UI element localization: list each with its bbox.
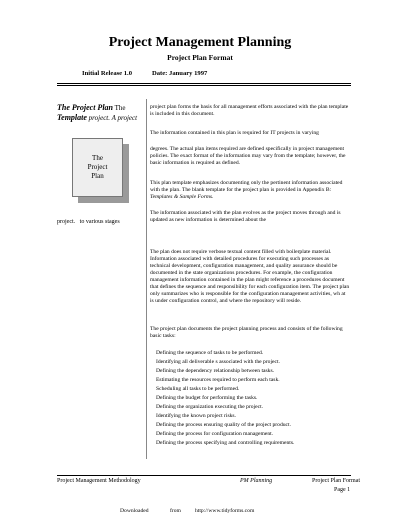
document-subtitle: Project Plan Format bbox=[167, 53, 233, 62]
column-divider bbox=[146, 99, 147, 459]
task-list bbox=[156, 349, 351, 448]
paragraph: degrees. The actual plan items required are defined specifically in project management policies. The exact format of the information may vary from the template; however, the basic information is required as defined. bbox=[150, 146, 346, 166]
sidebar-heading-tail: project. A project bbox=[88, 114, 138, 122]
paragraph bbox=[150, 180, 350, 201]
paragraph: The information associated with the plan evolves as the project moves through and is updated as new information is determined about the bbox=[150, 210, 341, 223]
footer-left: Project Management Methodology bbox=[57, 478, 141, 484]
sidebar-heading-main: The Project Plan bbox=[57, 103, 113, 112]
header-rule bbox=[57, 83, 351, 84]
list-item: Identifying the known project risks. bbox=[156, 413, 237, 419]
paragraph: project plan forms the basis for all management efforts associated with the plan template is included in this document. bbox=[150, 104, 349, 117]
download-link[interactable]: http://www.tidyforms.com bbox=[195, 508, 255, 514]
list-item: Defining the process ensuring quality of the project product. bbox=[156, 422, 291, 428]
release-label: Initial Release 1.0 bbox=[82, 70, 132, 77]
list-item: Estimating the resources required to perform each task. bbox=[156, 377, 280, 383]
plan-box-line: Plan bbox=[91, 172, 104, 180]
sidebar-heading bbox=[57, 103, 143, 123]
sidebar-note: project. to various stages bbox=[57, 219, 120, 225]
paragraph: The project plan documents the project planning process and consists of the following basic tasks: bbox=[150, 326, 343, 339]
paragraph: The plan does not require verbose textual content filled with boilerplate material. Information associated with detailed procedures for executing such processes as technical development, configuration management, and quality assurance should be documented in the state organizations procedures. For example, the configuration management information contained in the plan might reference a procedures document that defines the sequence and responsibility for each configuration item. The project plan only summarizes who is responsible for the configuration management activities, wh at is under configuration control, and where the repository will reside. bbox=[150, 249, 350, 304]
list-item: Defining the budget for performing the tasks. bbox=[156, 395, 258, 401]
footer-rule bbox=[57, 475, 351, 476]
page-number: Page 1 bbox=[334, 487, 351, 493]
paragraph: The information contained in this plan is required for IT projects in varying bbox=[150, 130, 319, 136]
footer-center: PM Planning bbox=[240, 478, 273, 484]
paragraph-text: This plan template emphasizes documenting only the pertinent information associated with the plan. The blank template for the project plan is provided in Appendix B: bbox=[150, 180, 343, 193]
header-rule-thin bbox=[57, 85, 351, 86]
plan-box-line: The bbox=[92, 154, 103, 162]
list-item: Defining the dependency relationship between tasks. bbox=[156, 368, 275, 374]
list-item: Scheduling all tasks to be performed. bbox=[156, 386, 240, 392]
document-title: Project Management Planning bbox=[108, 35, 292, 50]
plan-box-line: Project bbox=[87, 163, 108, 171]
date-label: Date: January 1997 bbox=[152, 70, 208, 77]
plan-box bbox=[72, 138, 123, 197]
sidebar-heading-italic: Template bbox=[57, 113, 87, 122]
download-label: Downloaded bbox=[120, 508, 149, 514]
list-item: Defining the sequence of tasks to be performed. bbox=[156, 350, 264, 356]
list-item: Identifying all deliverable s associated with the project. bbox=[156, 359, 280, 365]
sidebar-heading-mid: The bbox=[114, 104, 126, 112]
footer-right: Project Plan Format bbox=[312, 478, 360, 484]
download-from: from bbox=[170, 508, 181, 514]
list-item: Defining the process specifying and controlling requirements. bbox=[156, 440, 295, 446]
appendix-reference: Templates & Sample Forms. bbox=[150, 194, 214, 200]
list-item: Defining the process for configuration management. bbox=[156, 431, 274, 437]
list-item: Defining the organization executing the project. bbox=[156, 404, 264, 410]
